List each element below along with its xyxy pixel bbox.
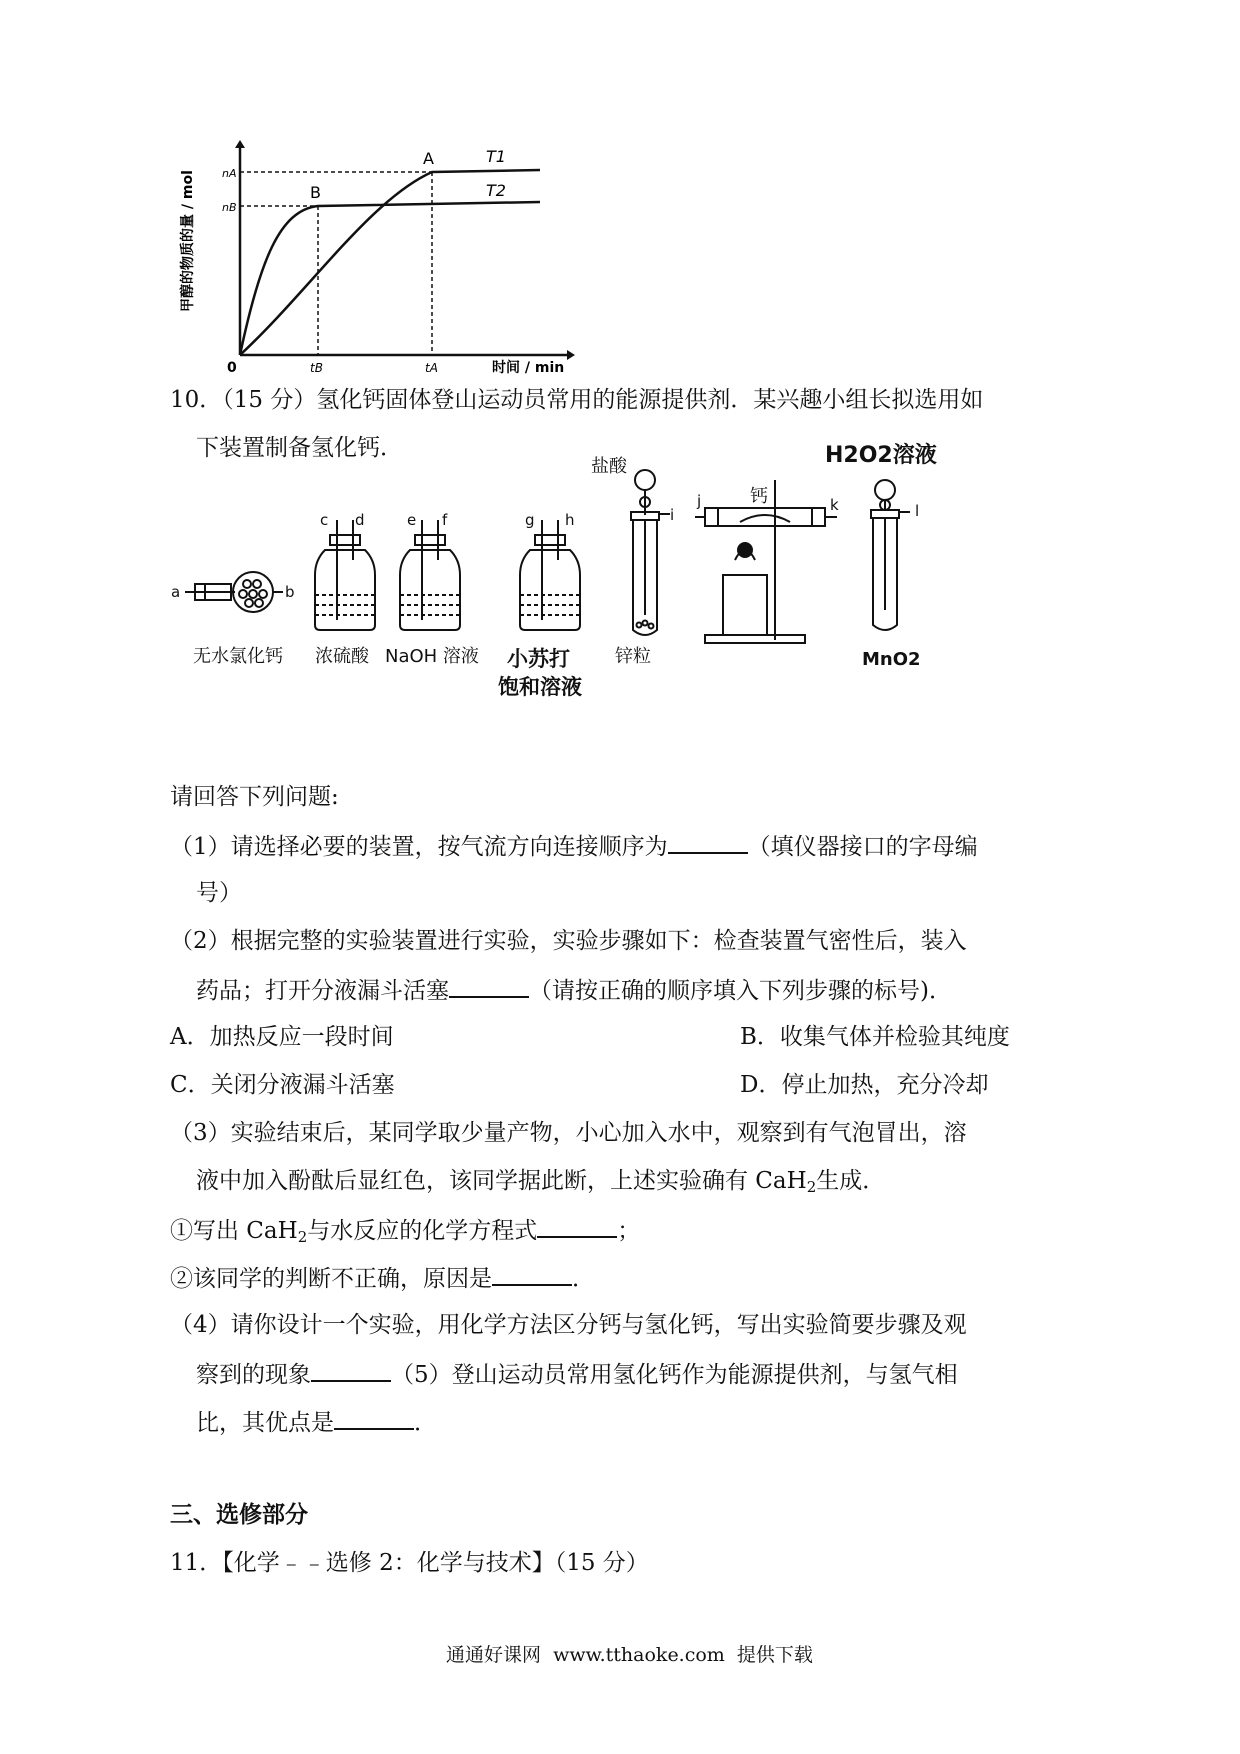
label-mno2: MnO2 xyxy=(862,649,921,670)
tA-tick: tA xyxy=(425,361,438,375)
option-D: D．停止加热，充分冷却 xyxy=(740,1072,989,1098)
option-B: B．收集气体并检验其纯度 xyxy=(740,1024,1010,1050)
q3-2-text-a: ②该同学的判断不正确，原因是 xyxy=(170,1266,492,1292)
label-calcium-chloride: 无水氯化钙 xyxy=(193,646,283,667)
q3-1-answer-blank[interactable] xyxy=(537,1214,617,1238)
y-axis-label: 甲醇的物质的量 / mol xyxy=(180,170,196,312)
port-b: b xyxy=(285,583,295,601)
q2-line2 xyxy=(196,974,952,1006)
test-tube-mno2 xyxy=(871,480,910,630)
port-a: a xyxy=(171,583,181,601)
q3-1-text-b: 与水反应的化学方程式 xyxy=(307,1218,538,1244)
q3-2-text-end: ． xyxy=(572,1266,595,1292)
label-nahco3-1: 小苏打 xyxy=(507,647,570,671)
T1-label: T1 xyxy=(486,147,506,166)
option-A: A．加热反应一段时间 xyxy=(170,1024,394,1050)
x-axis-arrow xyxy=(567,350,575,360)
q1-text-b: （填仪器接口的字母编 xyxy=(747,834,978,860)
port-f: f xyxy=(442,511,448,529)
q5-text-end: ． xyxy=(414,1410,437,1436)
bottle-conc-h2so4 xyxy=(315,520,375,630)
q2-line1: （2）根据完整的实验装置进行实验，实验步骤如下：检查装置气密性后，装入 xyxy=(170,928,967,954)
port-j: j xyxy=(697,492,702,510)
q3-sub: 2 xyxy=(806,1178,817,1196)
y-axis-arrow xyxy=(235,140,245,148)
q5-text-d: 比，其优点是 xyxy=(196,1410,334,1436)
label-calcium: 钙 xyxy=(750,486,768,507)
q3-2-line xyxy=(170,1262,595,1294)
T2-label: T2 xyxy=(486,181,506,200)
q3-1-text-end: ； xyxy=(617,1218,641,1244)
port-k: k xyxy=(830,496,839,514)
q3-text-b: 液中加入酚酞后显红色，该同学据此断，上述实验确有 CaH xyxy=(196,1168,807,1194)
q2-text-c: （请按正确的顺序填入下列步骤的标号)． xyxy=(529,978,952,1004)
label-h2o2: H2O2溶液 xyxy=(825,443,937,468)
methanol-graph xyxy=(170,140,590,375)
tB-tick: tB xyxy=(310,361,323,375)
nB-tick: nB xyxy=(222,201,237,214)
page-footer: 通通好课网 www.tthaoke.com 提供下载 xyxy=(446,1644,813,1666)
q3-2-answer-blank[interactable] xyxy=(492,1262,572,1286)
point-A-label: A xyxy=(423,149,434,168)
label-nahco3-2: 饱和溶液 xyxy=(498,675,582,699)
port-h: h xyxy=(565,511,575,529)
q1-line1 xyxy=(170,830,978,862)
q3-line2 xyxy=(196,1166,885,1202)
q4-line1: （4）请你设计一个实验，用化学方法区分钙与氢化钙，写出实验简要步骤及观 xyxy=(170,1312,967,1338)
nA-tick: nA xyxy=(222,167,237,180)
port-l: l xyxy=(915,502,920,520)
q3-1-line xyxy=(170,1214,640,1252)
q5-line2 xyxy=(196,1406,437,1438)
q2-text-b: 药品；打开分液漏斗活塞 xyxy=(196,978,449,1004)
port-e: e xyxy=(407,511,417,529)
label-conc-h2so4: 浓硫酸 xyxy=(315,646,369,667)
q2-answer-blank[interactable] xyxy=(449,974,529,998)
q5-text: （5）登山运动员常用氢化钙作为能源提供剂，与氢气相 xyxy=(391,1362,958,1388)
option-C: C．关闭分液漏斗活塞 xyxy=(170,1072,395,1098)
point-B-label: B xyxy=(310,183,321,202)
label-naoh: NaOH 溶液 xyxy=(385,646,479,667)
q3-1-sub: 2 xyxy=(297,1228,308,1246)
bottle-nahco3 xyxy=(520,520,580,630)
x-axis-label: 时间 / min xyxy=(492,360,565,376)
section-3-heading: 三、选修部分 xyxy=(170,1501,308,1528)
drying-tube xyxy=(185,572,283,612)
q3-line1: （3）实验结束后，某同学取少量产物，小心加入水中，观察到有气泡冒出，溶 xyxy=(170,1120,967,1146)
q3-text-end: 生成． xyxy=(816,1168,886,1194)
port-d: d xyxy=(355,511,365,529)
q4-text-b: 察到的现象 xyxy=(196,1362,311,1388)
q3-1-text-a: ①写出 CaH xyxy=(170,1218,298,1244)
test-tube-zinc xyxy=(631,470,670,635)
q10-line1: 10．（15 分）氢化钙固体登山运动员常用的能源提供剂．某兴趣小组长拟选用如 xyxy=(170,387,984,413)
q1-answer-blank[interactable] xyxy=(668,830,748,854)
q4-answer-blank[interactable] xyxy=(311,1358,391,1382)
questions-intro: 请回答下列问题: xyxy=(170,784,339,810)
q1-text-a: （1）请选择必要的装置，按气流方向连接顺序为 xyxy=(170,834,668,860)
q5-answer-blank[interactable] xyxy=(334,1406,414,1430)
port-i: i xyxy=(670,506,675,524)
curve-T2 xyxy=(240,202,540,355)
q11-line: 11．【化学﹣﹣选修 2：化学与技术】（15 分） xyxy=(170,1550,649,1576)
bottle-naoh xyxy=(400,520,460,630)
label-hydrochloric-acid: 盐酸 xyxy=(591,456,627,477)
origin-label: 0 xyxy=(227,360,237,376)
q10-line2: 下装置制备氢化钙． xyxy=(196,435,403,461)
port-g: g xyxy=(525,511,535,529)
q4-line2 xyxy=(196,1358,958,1390)
port-c: c xyxy=(320,511,329,529)
q1-line2: 号） xyxy=(196,880,242,906)
label-zinc: 锌粒 xyxy=(615,646,651,667)
